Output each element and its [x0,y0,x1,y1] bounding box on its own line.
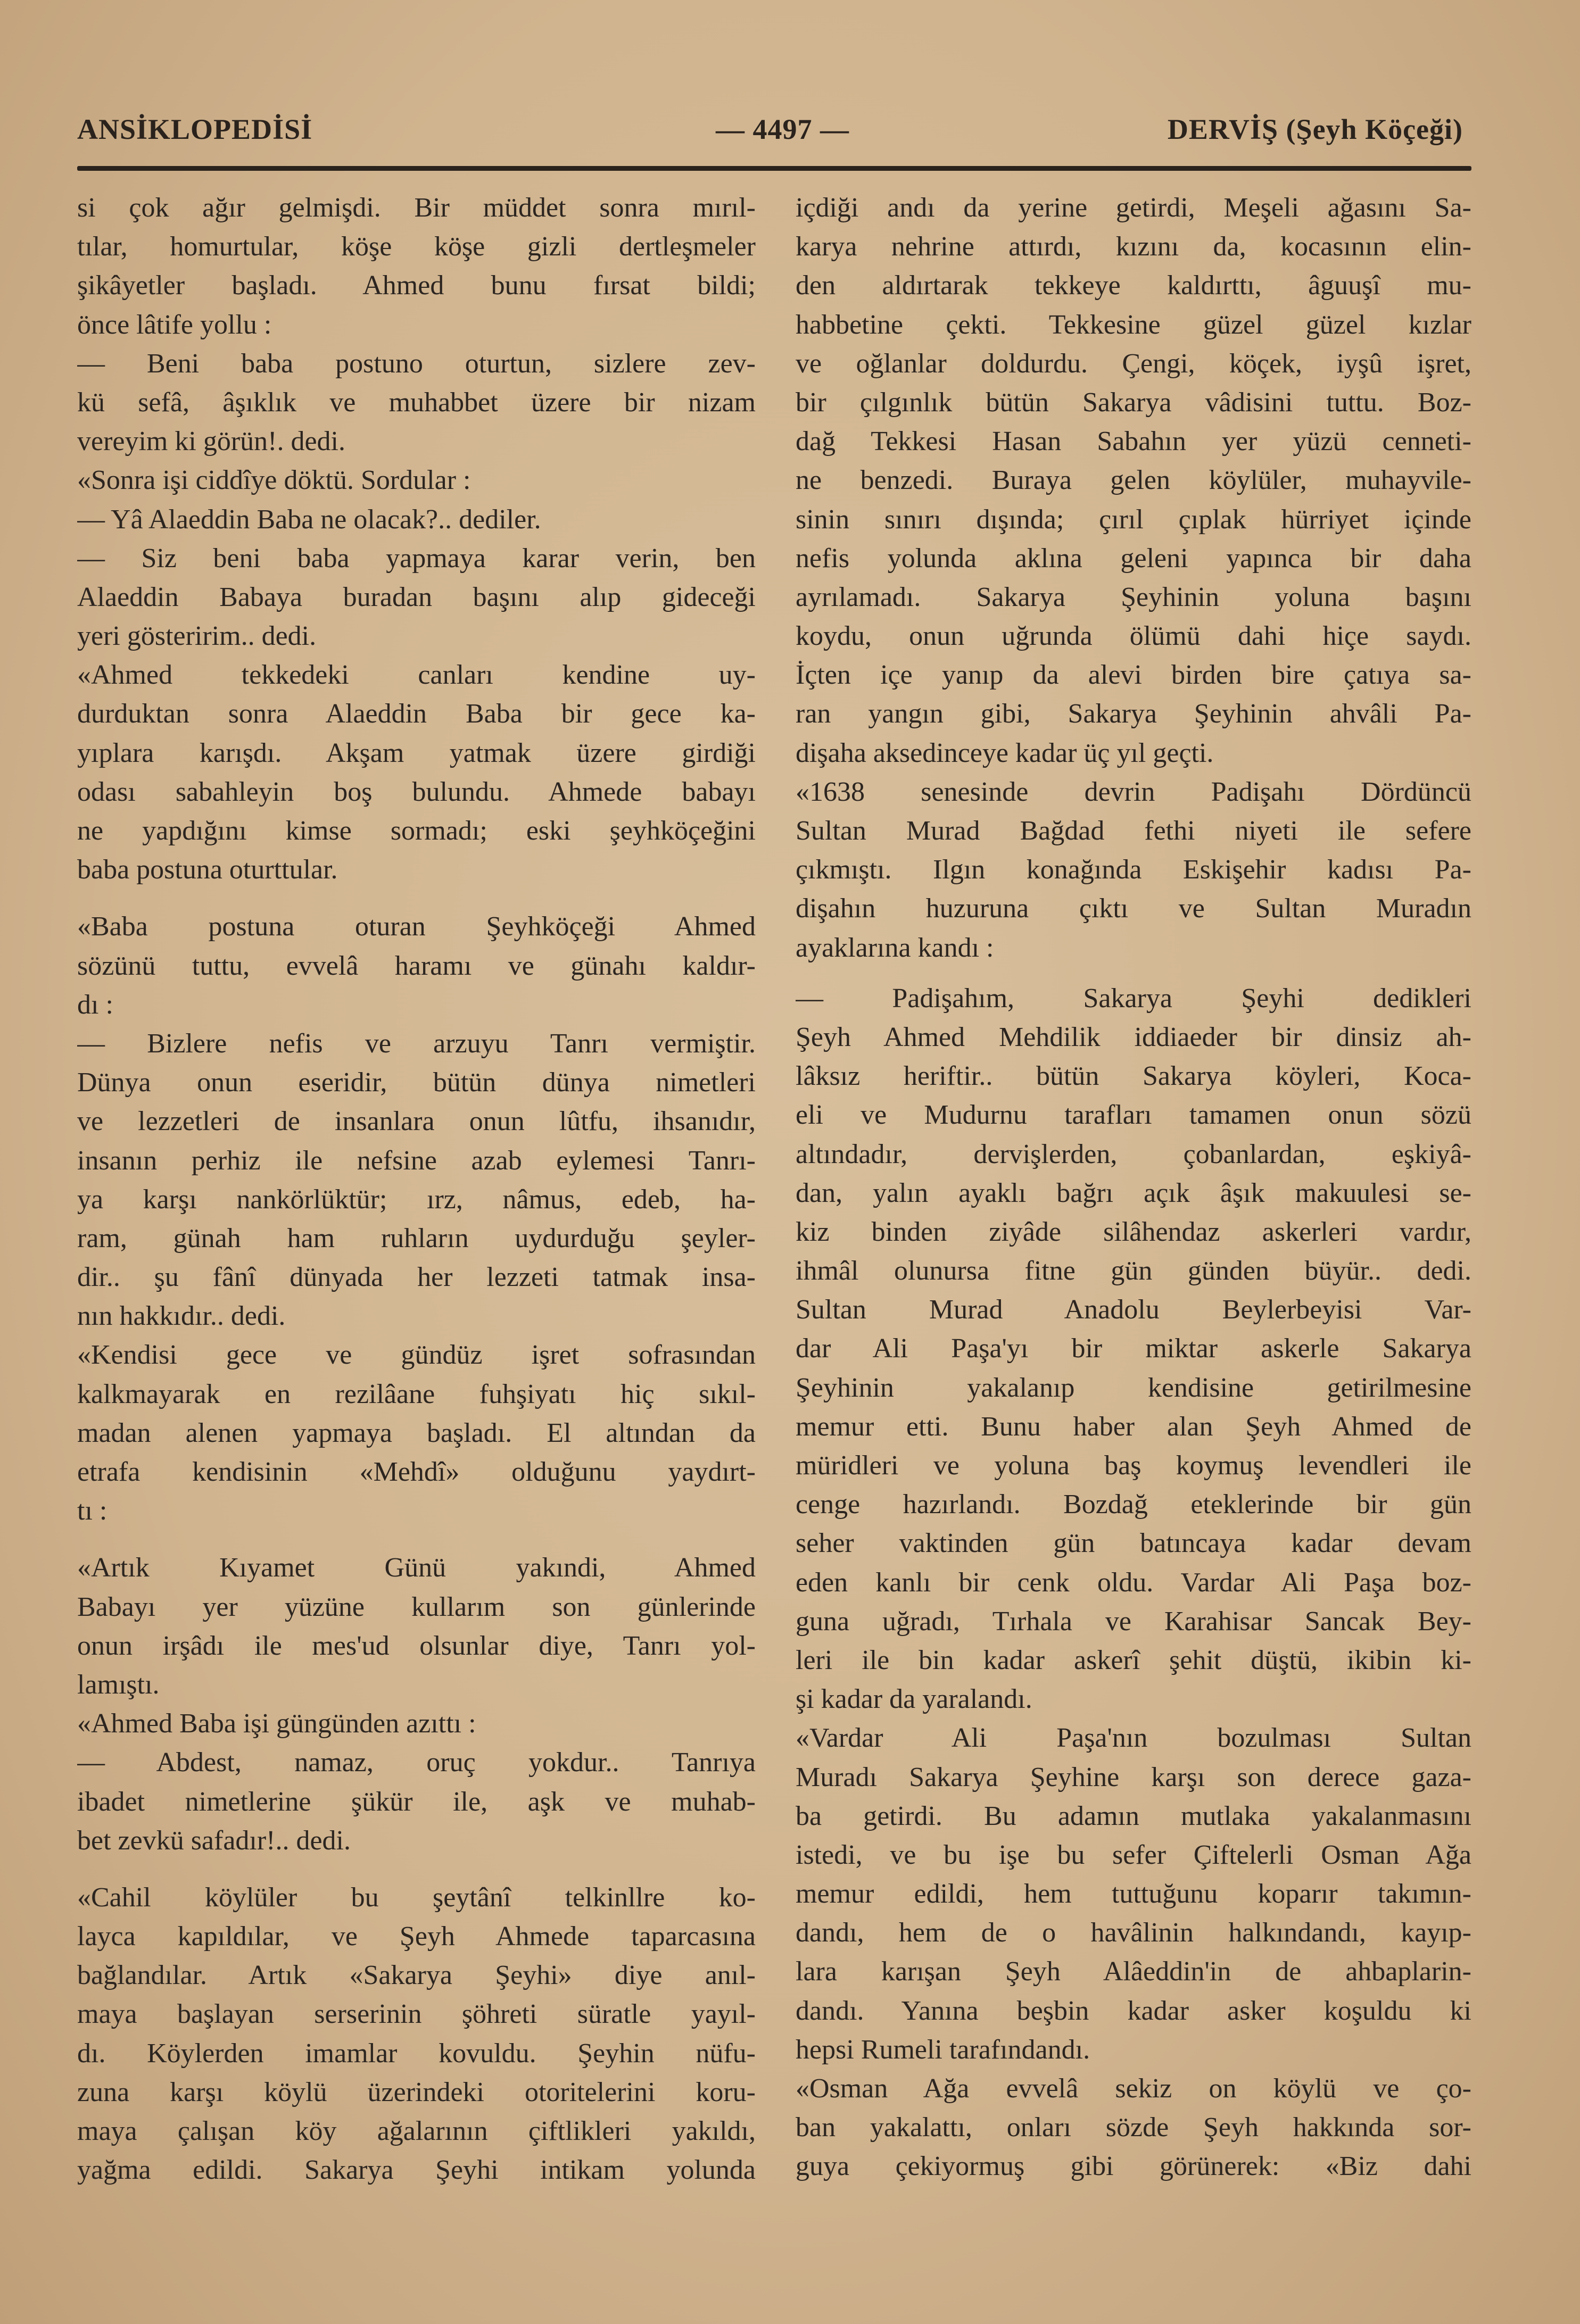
text-line: «Ahmed Baba işi güngünden azıttı : [77,1708,476,1739]
text-line: eden kanlı bir cenk oldu. Vardar Ali Paşa boz- [796,1567,1471,1598]
text-line: hepsi Rumeli tarafındandı. [796,2034,1090,2065]
text-line: kü sefâ, âşıklık ve muhabbet üzere bir nizam [77,387,756,418]
text-line: «Ahmed tekkedeki canları kendine uy- [77,660,756,691]
text-line: eli ve Mudurnu tarafları tamamen onun sözü [796,1100,1471,1131]
text-line: etrafa kendisinin «Mehdî» olduğunu yaydırt- [77,1457,756,1487]
text-line: bağlandılar. Artık «Sakarya Şeyhi» diye anıl- [77,1960,756,1991]
text-line: «Vardar Ali Paşa'nın bozulması Sultan [796,1723,1471,1754]
text-line: kiz binden ziyâde silâhendaz askerleri vardır, [796,1216,1471,1247]
text-line: lara karışan Şeyh Alâeddin'in de ahbaplarin- [796,1956,1471,1987]
text-line: si çok ağır gelmişdi. Bir müddet sonra mırıl- [77,193,756,223]
text-line: ran yangın gibi, Sakarya Şeyhinin ahvâli Pa- [796,699,1471,729]
text-line: Şeyh Ahmed Mehdilik iddiaeder bir dinsiz ah- [796,1022,1471,1052]
text-line: «Artık Kıyamet Günü yakındi, Ahmed [77,1553,756,1583]
text-line: onun irşâdı ile mes'ud olsunlar diye, Tanrı yol- [77,1630,756,1661]
text-line: önce lâtife yollu : [77,309,272,340]
text-line: insanın perhiz ile nefsine azab eylemesi Tanrı- [77,1145,756,1176]
text-line: ayaklarına kandı : [796,932,994,963]
text-line: kalkmayarak en rezilâane fuhşiyatı hiç sıkıl- [77,1379,756,1409]
text-line: yıplara karışdı. Akşam yatmak üzere girdiği [77,737,756,768]
text-line: tı : [77,1496,107,1526]
text-line: odası sabahleyin boş bulundu. Ahmede babayı [77,776,756,807]
header-rule [77,166,1471,171]
text-line: ve lezzetleri de insanlara onun lûtfu, ihsanıdır, [77,1106,756,1137]
text-line: lamıştı. [77,1669,160,1700]
text-line: — Yâ Alaeddin Baba ne olacak?.. dediler. [77,504,541,535]
text-line: baba postuna oturttular. [77,854,338,885]
text-line: altındadır, dervişlerden, çobanlardan, eşkiyâ- [796,1139,1471,1169]
text-line: «Osman Ağa evvelâ sekiz on köylü ve ço- [796,2073,1471,2104]
text-line: layca kapıldılar, ve Şeyh Ahmede taparcasına [77,1921,756,1952]
text-line: — Beni baba postuno oturtun, sizlere zev- [77,348,756,379]
text-line: ram, günah ham ruhların uydurduğu şeyler- [77,1223,756,1254]
text-line: yağma edildi. Sakarya Şeyhi intikam yolunda [77,2155,756,2186]
text-line: dı : [77,989,113,1020]
text-line: ba getirdi. Bu adamın mutlaka yakalanmasını [796,1800,1471,1831]
text-line: Muradı Sakarya Şeyhine karşı son derece gaza- [796,1762,1471,1792]
text-line: dandı. Yanına beşbin kadar asker koşuldu ki [796,1995,1471,2026]
text-line: «Sonra işi ciddîye döktü. Sordular : [77,465,471,496]
text-line: «1638 senesinde devrin Padişahı Dördüncü [796,776,1471,807]
text-line: zuna karşı köylü üzerindeki otoritelerini koru- [77,2077,756,2107]
text-line: çıkmıştı. Ilgın konağında Eskişehir kadısı Pa- [796,854,1471,885]
text-line: — Abdest, namaz, oruç yokdur.. Tanrıya [77,1747,756,1778]
text-line: koydu, onun uğrunda ölümü dahi hiçe saydı. [796,621,1471,652]
text-line: dişahın huzuruna çıktı ve Sultan Muradın [796,893,1471,924]
text-line: Babayı yer yüzüne kullarım son günlerinde [77,1591,756,1622]
text-line: Sultan Murad Bağdad fethi niyeti ile sefere [796,816,1471,846]
text-line: içdiği andı da yerine getirdi, Meşeli ağasını Sa- [796,193,1471,223]
text-line: şi kadar da yaralandı. [796,1684,1032,1715]
text-line: maya başlayan serserinin şöhreti süratle yayıl- [77,1999,756,2030]
text-line: vereyim ki görün!. dedi. [77,426,345,457]
text-line: memur etti. Bunu haber alan Şeyh Ahmed de [796,1411,1471,1442]
text-line: ya karşı nankörlüktür; ırz, nâmus, edeb, ha- [77,1184,756,1215]
text-line: cenge hazırlandı. Bozdağ eteklerinde bir gün [796,1489,1471,1520]
text-line: durduktan sonra Alaeddin Baba bir gece ka- [77,699,756,729]
text-line: ve oğlanlar doldurdu. Çengi, köçek, iyşû işret, [796,348,1471,379]
text-line: ihmâl olunursa fitne gün günden büyür.. dedi. [796,1256,1471,1286]
text-line: — Padişahım, Sakarya Şeyhi dedikleri [796,983,1471,1014]
text-line: ban yakalattı, onları sözde Şeyh hakkında sor- [796,2112,1471,2143]
text-line: ne benzedi. Buraya gelen köylüler, muhayvile- [796,465,1471,496]
text-line: nefis yolunda aklına geleni yapınca bir daha [796,543,1471,574]
running-header-title: ANSİKLOPEDİSİ [77,113,313,145]
text-line: İçten içe yanıp da alevi birden bire çatıya sa- [796,660,1471,691]
text-line: memur edildi, hem tuttuğunu koparır takımın- [796,1879,1471,1910]
text-line: ayrılamadı. Sakarya Şeyhinin yoluna başını [796,582,1471,612]
text-line: lâksız heriftir.. bütün Sakarya köyleri, Koca- [796,1061,1471,1092]
text-line: nın hakkıdır.. dedi. [77,1301,286,1332]
text-line: dı. Köylerden imamlar kovuldu. Şeyhin nüfu- [77,2038,756,2069]
text-line: karya nehrine attırdı, kızını da, kocasının elin- [796,231,1471,262]
text-line: bir çılgınlık bütün Sakarya vâdisini tuttu. Boz- [796,387,1471,418]
text-line: Sultan Murad Anadolu Beylerbeyisi Var- [796,1294,1471,1325]
text-line: sözünü tuttu, evvelâ haramı ve günahı kaldır- [77,950,756,981]
text-line: ibadet nimetlerine şükür ile, aşk ve muhab- [77,1786,756,1817]
text-line: Alaeddin Babaya buradan başını alıp gideceği [77,582,756,612]
page-number: — 4497 — [716,113,849,145]
text-line: sinin sınırı dışında; çırıl çıplak hürriyet içinde [796,504,1471,535]
text-line: maya çalışan köy ağalarının çiftlikleri yakıldı, [77,2116,756,2146]
text-line: Dünya onun eseridir, bütün dünya nimetleri [77,1067,756,1098]
text-line: — Siz beni baba yapmaya karar verin, ben [77,543,756,574]
text-line: dar Ali Paşa'yı bir miktar askerle Sakarya [796,1333,1471,1364]
text-line: yeri gösteririm.. dedi. [77,621,317,652]
running-header-entry: DERVİŞ (Şeyh Köçeği) [1167,113,1463,145]
text-line: guya çekiyormuş gibi görünerek: «Biz dahi [796,2151,1471,2182]
text-line: habbetine çekti. Tekkesine güzel güzel kızlar [796,309,1471,340]
text-line: seher vaktinden gün batıncaya kadar devam [796,1528,1471,1559]
text-line: «Cahil köylüler bu şeytânî telkinllre ko- [77,1882,756,1913]
text-line: Şeyhinin yakalanıp kendisine getirilmesine [796,1372,1471,1403]
text-line: şikâyetler başladı. Ahmed bunu fırsat bildi; [77,270,756,301]
text-line: madan alenen yapmaya başladı. El altından da [77,1417,756,1448]
text-line: — Bizlere nefis ve arzuyu Tanrı vermiştir. [77,1028,756,1059]
text-line: müridleri ve yoluna baş koymuş levendleri ile [796,1450,1471,1481]
text-line: leri ile bin kadar askerî şehit düştü, ikibin ki- [796,1645,1471,1675]
text-line: dan, yalın ayaklı bağrı açık âşık makuulesi se- [796,1177,1471,1208]
text-line: «Kendisi gece ve gündüz işret sofrasından [77,1340,756,1371]
text-line: ne yapdığını kimse sormadı; eski şeyhköçeğini [77,816,756,846]
text-column-right [796,188,1471,2186]
text-line: «Baba postuna oturan Şeyhköçeği Ahmed [77,911,756,942]
text-line: dişaha aksedinceye kadar üç yıl geçti. [796,737,1214,768]
text-line: bet zevkü safadır!.. dedi. [77,1825,351,1856]
text-line: istedi, ve bu işe bu sefer Çiftelerli Osman Ağa [796,1839,1471,1870]
text-column-left [77,188,756,2189]
text-line: dandı, hem de o havâlinin halkındandı, kayıp- [796,1918,1471,1948]
text-line: den aldırtarak tekkeye kaldırttı, âguuşî mu- [796,270,1471,301]
text-line: tılar, homurtular, köşe köşe gizli dertleşmeler [77,231,756,262]
text-line: dağ Tekkesi Hasan Sabahın yer yüzü cenneti- [796,426,1471,457]
text-line: dir.. şu fânî dünyada her lezzeti tatmak insa- [77,1262,756,1293]
text-line: guna uğradı, Tırhala ve Karahisar Sancak Bey- [796,1606,1471,1637]
